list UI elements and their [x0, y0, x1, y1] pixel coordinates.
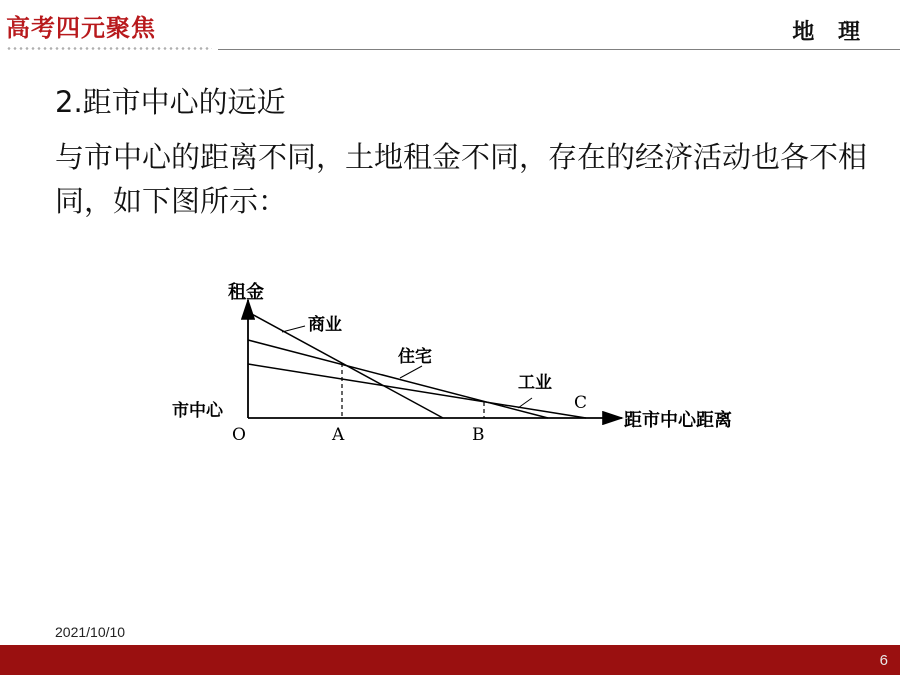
residential-leader: [400, 366, 422, 378]
x-axis-label: 距市中心距离: [624, 410, 732, 431]
point-a-label: A: [332, 425, 345, 445]
header-divider: [218, 49, 900, 50]
header-dotted-rule: [6, 46, 212, 51]
body-paragraph: 与市中心的距离不同，土地租金不同，存在的经济活动也各不相同，如下图所示：: [55, 140, 868, 218]
point-b-label: B: [472, 425, 485, 445]
industrial-label: 工业: [518, 373, 552, 393]
section-heading: 2.距市中心的远近: [55, 85, 286, 119]
bid-rent-diagram: [160, 270, 780, 460]
y-axis-label: 租金: [228, 282, 264, 303]
footer-date: 2021/10/10: [55, 624, 126, 640]
point-c-label: C: [574, 393, 588, 413]
origin-label: O: [232, 425, 246, 445]
residential-label: 住宅: [398, 347, 432, 367]
footer-bar: [0, 645, 900, 675]
page-number: 6: [879, 652, 888, 669]
header-title: 高考四元聚焦: [6, 14, 156, 42]
center-label: 市中心: [172, 401, 223, 421]
industrial-leader: [518, 398, 532, 408]
header-subject: 地 理: [792, 20, 868, 45]
commercial-leader: [282, 326, 305, 332]
commercial-label: 商业: [308, 315, 342, 335]
